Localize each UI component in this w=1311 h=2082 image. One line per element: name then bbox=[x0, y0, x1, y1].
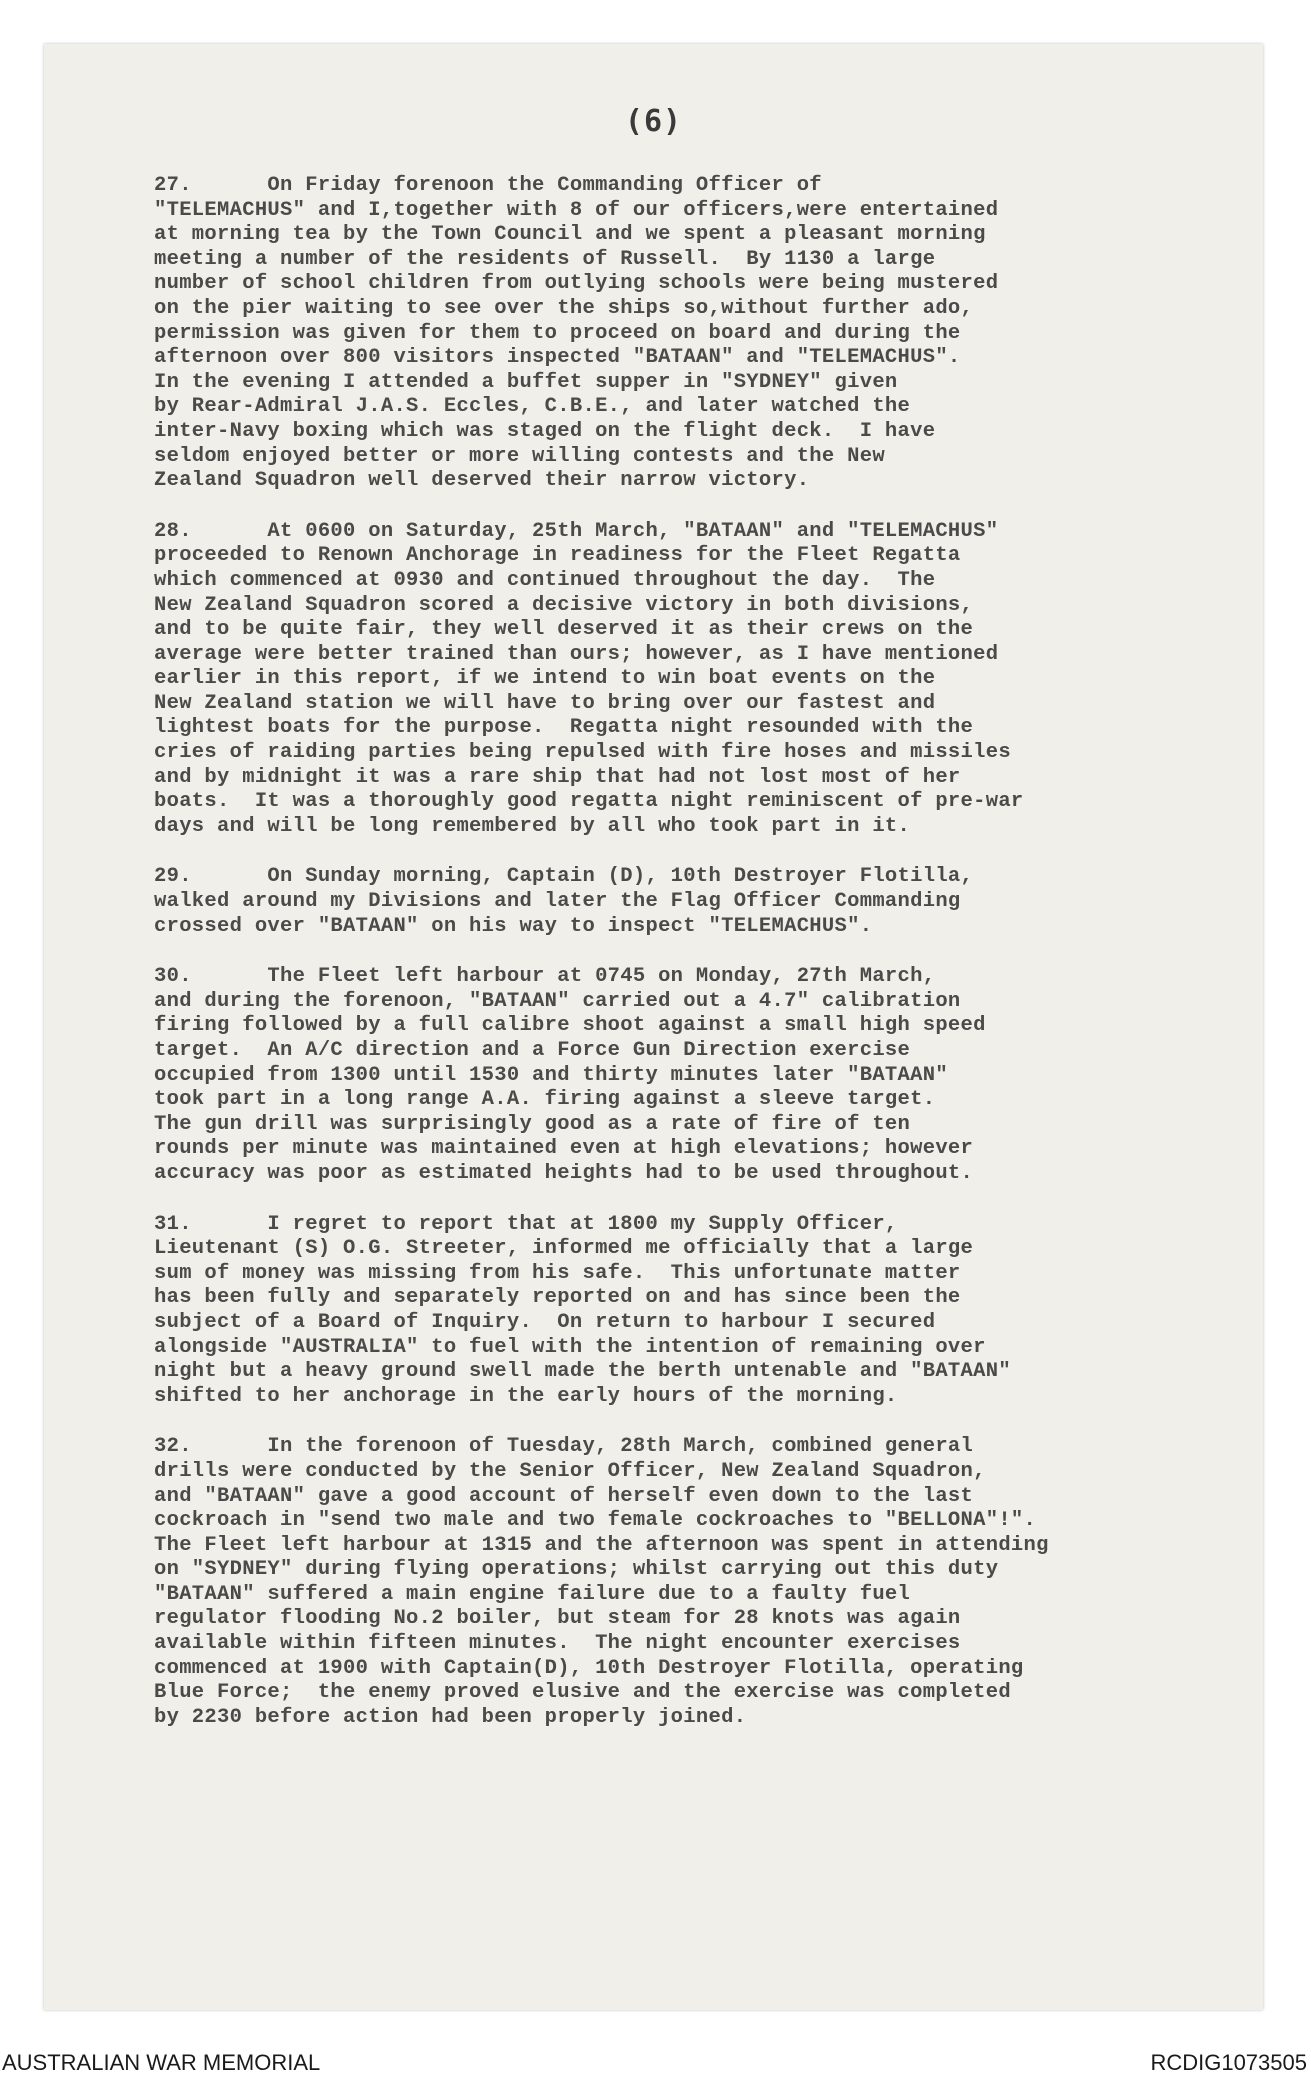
text-line: seldom enjoyed better or more willing contests and the New bbox=[154, 444, 885, 468]
text-line: available within fifteen minutes. The night encounter exercises bbox=[154, 1632, 961, 1656]
text-line: and to be quite fair, they well deserved it as their crews on the bbox=[154, 618, 974, 642]
text-line: rounds per minute was maintained even at high elevations; however bbox=[154, 1137, 974, 1161]
text-line: night but a heavy ground swell made the berth untenable and "BATAAN" bbox=[154, 1360, 1011, 1384]
text-line: permission was given for them to proceed on board and during the bbox=[154, 321, 961, 345]
text-line: on the pier waiting to see over the ships so,without further ado, bbox=[154, 296, 974, 320]
text-line: days and will be long remembered by all who took part in it. bbox=[154, 814, 911, 838]
text-line: afternoon over 800 visitors inspected "BATAAN" and "TELEMACHUS". bbox=[154, 346, 961, 370]
text-line: alongside "AUSTRALIA" to fuel with the intention of remaining over bbox=[154, 1335, 986, 1359]
text-line: walked around my Divisions and later the Flag Officer Commanding bbox=[154, 890, 961, 914]
text-line: The Fleet left harbour at 1315 and the afternoon was spent in attending bbox=[154, 1533, 1049, 1557]
text-line: took part in a long range A.A. firing against a sleeve target. bbox=[154, 1088, 936, 1112]
text-line: on "SYDNEY" during flying operations; whilst carrying out this duty bbox=[154, 1558, 999, 1582]
text-line: has been fully and separately reported on and has since been the bbox=[154, 1286, 961, 1310]
archive-credit: AUSTRALIAN WAR MEMORIAL bbox=[2, 2050, 321, 2075]
text-line: lightest boats for the purpose. Regatta night resounded with the bbox=[154, 716, 974, 740]
document-page bbox=[44, 44, 1263, 2010]
page-number: (6) bbox=[624, 104, 683, 139]
text-line: commenced at 1900 with Captain(D), 10th Destroyer Flotilla, operating bbox=[154, 1656, 1024, 1680]
text-line: 29. On Sunday morning, Captain (D), 10th Destroyer Flotilla, bbox=[154, 865, 974, 889]
text-line: subject of a Board of Inquiry. On return to harbour I secured bbox=[154, 1310, 936, 1334]
text-line: boats. It was a thoroughly good regatta night reminiscent of pre-war bbox=[154, 790, 1024, 814]
text-line: and during the forenoon, "BATAAN" carried out a 4.7" calibration bbox=[154, 989, 961, 1013]
text-line: proceeded to Renown Anchorage in readiness for the Fleet Regatta bbox=[154, 544, 961, 568]
text-line: 28. At 0600 on Saturday, 25th March, "BATAAN" and "TELEMACHUS" bbox=[154, 519, 999, 543]
paragraph bbox=[154, 1213, 1254, 1410]
text-line: 31. I regret to report that at 1800 my Supply Officer, bbox=[154, 1212, 898, 1236]
text-line: Lieutenant (S) O.G. Streeter, informed me officially that a large bbox=[154, 1237, 974, 1261]
text-line: number of school children from outlying schools were being mustered bbox=[154, 272, 999, 296]
text-line: New Zealand station we will have to bring over our fastest and bbox=[154, 691, 936, 715]
text-line: sum of money was missing from his safe. This unfortunate matter bbox=[154, 1261, 961, 1285]
text-line: at morning tea by the Town Council and we spent a pleasant morning bbox=[154, 223, 986, 247]
text-line: target. An A/C direction and a Force Gun Direction exercise bbox=[154, 1039, 911, 1062]
text-line: by Rear-Admiral J.A.S. Eccles, C.B.E., and later watched the bbox=[154, 395, 911, 419]
text-line: New Zealand Squadron scored a decisive victory in both divisions, bbox=[154, 593, 974, 617]
text-line: by 2230 before action had been properly joined. bbox=[154, 1705, 747, 1729]
text-line: Zealand Squadron well deserved their narrow victory. bbox=[154, 469, 810, 493]
text-line: cries of raiding parties being repulsed with fire hoses and missiles bbox=[154, 741, 1011, 765]
paragraph bbox=[154, 865, 1254, 939]
text-line: accuracy was poor as estimated heights had to be used throughout. bbox=[154, 1161, 974, 1185]
text-line: and "BATAAN" gave a good account of herself even down to the last bbox=[154, 1484, 974, 1508]
text-line: shifted to her anchorage in the early hours of the morning. bbox=[154, 1384, 898, 1408]
paragraph bbox=[154, 174, 1254, 494]
paragraph bbox=[154, 520, 1254, 840]
text-line: earlier in this report, if we intend to win boat events on the bbox=[154, 667, 936, 691]
text-line: regulator flooding No.2 boiler, but steam for 28 knots was again bbox=[154, 1607, 961, 1631]
text-line: occupied from 1300 until 1530 and thirty minutes later "BATAAN" bbox=[154, 1063, 948, 1087]
text-line: cockroach in "send two male and two female cockroaches to "BELLONA"!". bbox=[154, 1509, 1037, 1533]
text-line: "BATAAN" suffered a main engine failure due to a faulty fuel bbox=[154, 1582, 911, 1606]
text-line: firing followed by a full calibre shoot against a small high speed bbox=[154, 1014, 986, 1038]
text-line: drills were conducted by the Senior Officer, New Zealand Squadron, bbox=[154, 1459, 986, 1483]
text-line: 30. The Fleet left harbour at 0745 on Monday, 27th March, bbox=[154, 965, 936, 989]
paragraph bbox=[154, 1435, 1254, 1730]
archive-reference-id: RCDIG1073505 bbox=[1150, 2050, 1307, 2075]
text-line: and by midnight it was a rare ship that had not lost most of her bbox=[154, 765, 961, 789]
text-line: meeting a number of the residents of Russell. By 1130 a large bbox=[154, 247, 936, 271]
text-line: which commenced at 0930 and continued throughout the day. The bbox=[154, 568, 936, 592]
text-line: average were better trained than ours; however, as I have mentioned bbox=[154, 642, 999, 666]
text-line: crossed over "BATAAN" on his way to inspect "TELEMACHUS". bbox=[154, 914, 873, 938]
text-line: inter-Navy boxing which was staged on the flight deck. I have bbox=[154, 419, 936, 443]
text-line: 32. In the forenoon of Tuesday, 28th March, combined general bbox=[154, 1435, 974, 1459]
paragraph bbox=[154, 965, 1254, 1186]
document-body bbox=[154, 174, 1254, 1756]
text-line: "TELEMACHUS" and I,together with 8 of our officers,were entertained bbox=[154, 198, 999, 222]
text-line: In the evening I attended a buffet supper in "SYDNEY" given bbox=[154, 370, 898, 394]
text-line: 27. On Friday forenoon the Commanding Officer of bbox=[154, 174, 822, 197]
text-line: The gun drill was surprisingly good as a rate of fire of ten bbox=[154, 1112, 911, 1136]
text-line: Blue Force; the enemy proved elusive and the exercise was completed bbox=[154, 1681, 1011, 1705]
